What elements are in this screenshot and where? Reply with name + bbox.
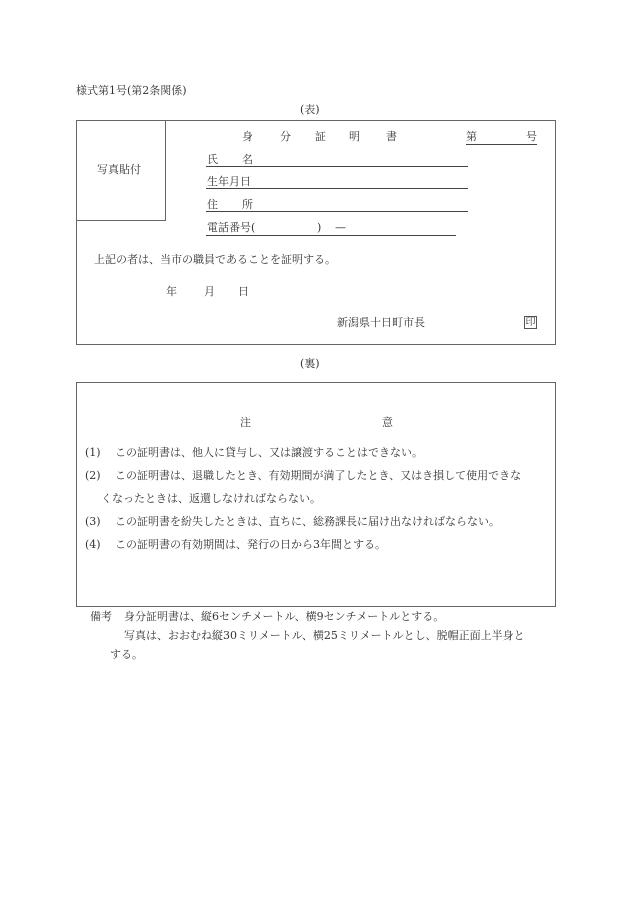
seal-mark: 印 <box>525 317 536 328</box>
statement: 上記の者は、当市の職員であることを証明する。 <box>94 253 336 266</box>
date-year: 年 <box>166 285 177 298</box>
phone-field-line[interactable] <box>206 235 456 236</box>
item-text: この証明書は、他人に貸与し、又は譲渡することはできない。 <box>115 446 423 459</box>
front-card <box>76 120 556 345</box>
title-char: 証 <box>315 130 326 143</box>
date-month: 月 <box>204 285 215 298</box>
phone-close-paren: ) <box>317 221 322 234</box>
item-number: (1) <box>85 446 101 459</box>
phone-dash: — <box>335 221 346 234</box>
title-char: 身 <box>242 130 253 143</box>
remarks-line-3: する。 <box>110 648 143 661</box>
item-number: (3) <box>85 515 101 528</box>
address-field-line[interactable] <box>206 211 468 212</box>
front-heading: (表) <box>300 103 320 116</box>
back-card <box>76 382 556 607</box>
notice-heading-b: 意 <box>382 416 393 429</box>
name-field-line[interactable] <box>206 166 468 167</box>
title-char: 書 <box>386 130 397 143</box>
title-char: 明 <box>349 130 360 143</box>
notice-heading-a: 注 <box>240 416 251 429</box>
photo-label: 写真貼付 <box>97 163 141 176</box>
number-suffix: 号 <box>526 130 537 143</box>
item-text-continued: くなったときは、返還しなければならない。 <box>101 492 321 505</box>
address-label-a: 住 <box>207 198 218 211</box>
birthdate-label: 生年月日 <box>207 175 251 188</box>
number-underline <box>466 144 537 145</box>
name-label-a: 氏 <box>207 153 218 166</box>
date-day: 日 <box>238 285 249 298</box>
remarks-line-2: 写真は、おおむね縦30ミリメートル、横25ミリメートルとし、脱帽正面上半身と <box>124 629 525 642</box>
item-text: この証明書の有効期間は、発行の日から3年間とする。 <box>115 538 386 551</box>
form-label: 様式第1号(第2条関係) <box>76 84 187 97</box>
remarks-label: 備考 <box>90 610 112 623</box>
name-label-b: 名 <box>242 153 253 166</box>
item-text: この証明書を紛失したときは、直ちに、総務課長に届け出なければならない。 <box>115 515 500 528</box>
birthdate-field-line[interactable] <box>206 188 468 189</box>
address-label-b: 所 <box>242 198 253 211</box>
back-heading: (裏) <box>300 357 320 370</box>
number-prefix: 第 <box>466 130 477 143</box>
item-text: この証明書は、退職したとき、有効期間が満了したとき、又はき損して使用できな <box>115 469 522 482</box>
phone-label: 電話番号( <box>207 221 256 234</box>
photo-box <box>76 120 166 221</box>
title-char: 分 <box>280 130 291 143</box>
item-number: (2) <box>85 469 101 482</box>
issuer: 新潟県十日町市長 <box>337 316 425 329</box>
item-number: (4) <box>85 538 101 551</box>
remarks-line-1: 身分証明書は、縦6センチメートル、横9センチメートルとする。 <box>124 610 445 623</box>
